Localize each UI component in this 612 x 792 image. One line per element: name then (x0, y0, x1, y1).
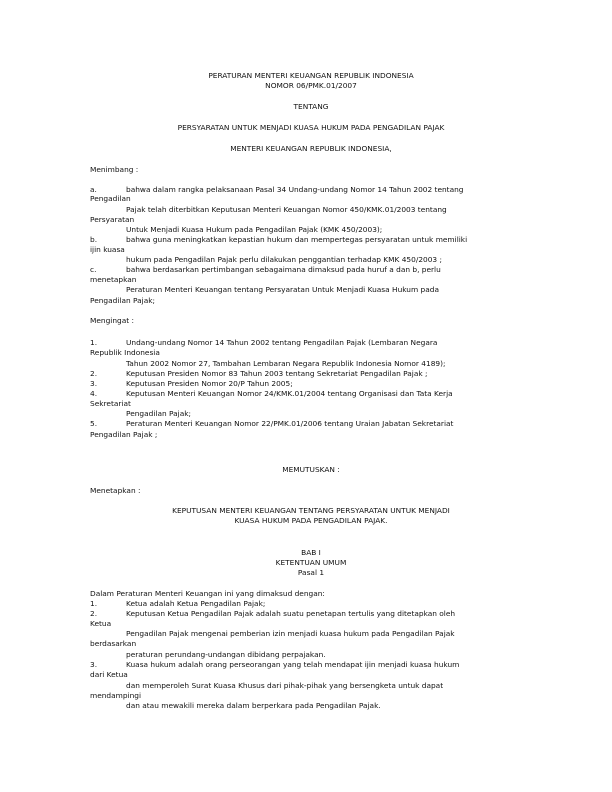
line-text: Menetapkan : (90, 486, 141, 495)
text-line (90, 670, 128, 680)
line-text: Keputusan Presiden Nomor 20/P Tahun 2005; (126, 379, 293, 388)
numbered-item-line (126, 660, 459, 670)
line-text: dari Ketua (90, 670, 128, 679)
line-text: Pajak telah diterbitkan Keputusan Menteri Keuangan Nomor 450/KMK.01/2003 tentang (126, 205, 447, 214)
item-number: 2. (90, 369, 98, 378)
numbered-item-line (126, 369, 428, 379)
text-line (126, 681, 443, 691)
text-line (90, 430, 157, 440)
heading-line (0, 71, 612, 81)
item-number: b. (90, 235, 98, 244)
line-text: Pasal 1 (297, 568, 325, 577)
line-text: Ketua adalah Ketua Pengadilan Pajak; (126, 599, 266, 608)
item-number: 4. (90, 389, 98, 398)
line-text: Menimbang : (90, 165, 139, 174)
item-number: 3. (90, 379, 98, 388)
numbered-item-line (126, 389, 453, 399)
line-text: bahwa berdasarkan pertimbangan sebagaimana dimaksud pada huruf a dan b, perlu (126, 265, 441, 274)
text-line (90, 165, 138, 175)
line-text: dan atau mewakili mereka dalam berperkara pada Pengadilan Pajak. (126, 701, 381, 710)
line-text: Pengadilan Pajak; (90, 296, 156, 305)
text-line (126, 255, 442, 265)
text-line (90, 275, 136, 285)
line-text: dan memperoleh Surat Kuasa Khusus dari pihak-pihak yang bersengketa untuk dapat (126, 681, 444, 690)
text-line (126, 409, 191, 419)
line-text: Keputusan Ketua Pengadilan Pajak adalah suatu penetapan tertulis yang ditetapkan oleh (126, 609, 456, 618)
heading-line (0, 568, 612, 578)
text-line (90, 194, 131, 204)
line-text: bahwa dalam rangka pelaksanaan Pasal 34 Undang-undang Nomor 14 Tahun 2002 tentang (126, 185, 464, 194)
item-number: 1. (90, 338, 98, 347)
line-text: Dalam Peraturan Menteri Keuangan ini yang dimaksud dengan: (90, 589, 325, 598)
line-text: MEMUTUSKAN : (282, 465, 340, 474)
text-line (126, 225, 382, 235)
line-text: KETENTUAN UMUM (275, 558, 347, 567)
heading-line (0, 548, 612, 558)
line-text: NOMOR 06/PMK.01/2007 (265, 81, 357, 90)
text-line (90, 348, 160, 358)
line-text: Republik Indonesia (90, 348, 160, 357)
text-line (126, 701, 381, 711)
line-text: BAB I (301, 548, 321, 557)
text-line (90, 619, 111, 629)
line-text: PERATURAN MENTERI KEUANGAN REPUBLIK INDONESIA (208, 71, 414, 80)
text-line (90, 296, 155, 306)
heading-line (0, 506, 612, 516)
line-text: KUASA HUKUM PADA PENGADILAN PAJAK. (234, 516, 388, 525)
numbered-item-line (126, 609, 455, 619)
item-number: 5. (90, 419, 98, 428)
numbered-item-line (126, 265, 441, 275)
text-line (126, 205, 447, 215)
text-line (90, 691, 141, 701)
text-line (126, 285, 439, 295)
text-line (126, 629, 455, 639)
heading-line (0, 558, 612, 568)
item-number: 2. (90, 609, 98, 618)
line-text: Peraturan Menteri Keuangan Nomor 22/PMK.01/2006 tentang Uraian Jabatan Sekretariat (126, 419, 454, 428)
line-text: mendampingi (90, 691, 142, 700)
numbered-item-line (126, 419, 453, 429)
heading-line (0, 516, 612, 526)
line-text: Mengingat : (90, 316, 134, 325)
numbered-item-line (126, 235, 467, 245)
line-text: Peraturan Menteri Keuangan tentang Persyaratan Untuk Menjadi Kuasa Hukum pada (126, 285, 439, 294)
line-text: KEPUTUSAN MENTERI KEUANGAN TENTANG PERSYARATAN UNTUK MENJADI (172, 506, 450, 515)
item-number: a. (90, 185, 97, 194)
line-text: Pengadilan Pajak mengenai pemberian izin menjadi kuasa hukum pada Pengadilan Pajak (126, 629, 455, 638)
line-text: Sekretariat (90, 399, 131, 408)
numbered-item-line (126, 599, 265, 609)
line-text: bahwa guna meningkatkan kepastian hukum dan mempertegas persyaratan untuk memiliki (126, 235, 468, 244)
line-text: menetapkan (90, 275, 137, 284)
line-text: PERSYARATAN UNTUK MENJADI KUASA HUKUM PADA PENGADILAN PAJAK (177, 123, 445, 132)
item-number: 1. (90, 599, 98, 608)
heading-line (0, 144, 612, 154)
line-text: Keputusan Menteri Keuangan Nomor 24/KMK.01/2004 tentang Organisasi dan Tata Kerja (126, 389, 453, 398)
line-text: Keputusan Presiden Nomor 83 Tahun 2003 tentang Sekretariat Pengadilan Pajak ; (126, 369, 428, 378)
line-text: ijin kuasa (90, 245, 125, 254)
text-line (90, 215, 134, 225)
text-line (90, 589, 325, 599)
line-text: peraturan perundang-undangan dibidang perpajakan. (126, 650, 326, 659)
text-line (90, 486, 140, 496)
heading-line (0, 102, 612, 112)
heading-line (0, 465, 612, 475)
line-text: Kuasa hukum adalah orang perseorangan yang telah mendapat ijin menjadi kuasa hukum (126, 660, 460, 669)
line-text: MENTERI KEUANGAN REPUBLIK INDONESIA, (230, 144, 392, 153)
line-text: Pengadilan Pajak; (126, 409, 192, 418)
line-text: TENTANG (293, 102, 329, 111)
line-text: Ketua (90, 619, 112, 628)
item-number: c. (90, 265, 97, 274)
text-line (90, 316, 134, 326)
text-line (90, 399, 131, 409)
text-line (126, 359, 445, 369)
text-line (126, 650, 326, 660)
heading-line (0, 81, 612, 91)
text-line (90, 639, 136, 649)
heading-line (0, 123, 612, 133)
line-text: Pengadilan Pajak ; (90, 430, 158, 439)
line-text: Untuk Menjadi Kuasa Hukum pada Pengadilan Pajak (KMK 450/2003); (126, 225, 383, 234)
line-text: Tahun 2002 Nomor 27, Tambahan Lembaran Negara Republik Indonesia Nomor 4189); (126, 359, 446, 368)
numbered-item-line (126, 185, 463, 195)
item-number: 3. (90, 660, 98, 669)
text-line (90, 245, 125, 255)
line-text: Persyaratan (90, 215, 135, 224)
line-text: berdasarkan (90, 639, 137, 648)
line-text: Pengadilan (90, 194, 131, 203)
line-text: hukum pada Pengadilan Pajak perlu dilakukan penggantian terhadap KMK 450/2003 ; (126, 255, 442, 264)
numbered-item-line (126, 379, 293, 389)
numbered-item-line (126, 338, 437, 348)
line-text: Undang-undang Nomor 14 Tahun 2002 tentang Pengadilan Pajak (Lembaran Negara (126, 338, 438, 347)
